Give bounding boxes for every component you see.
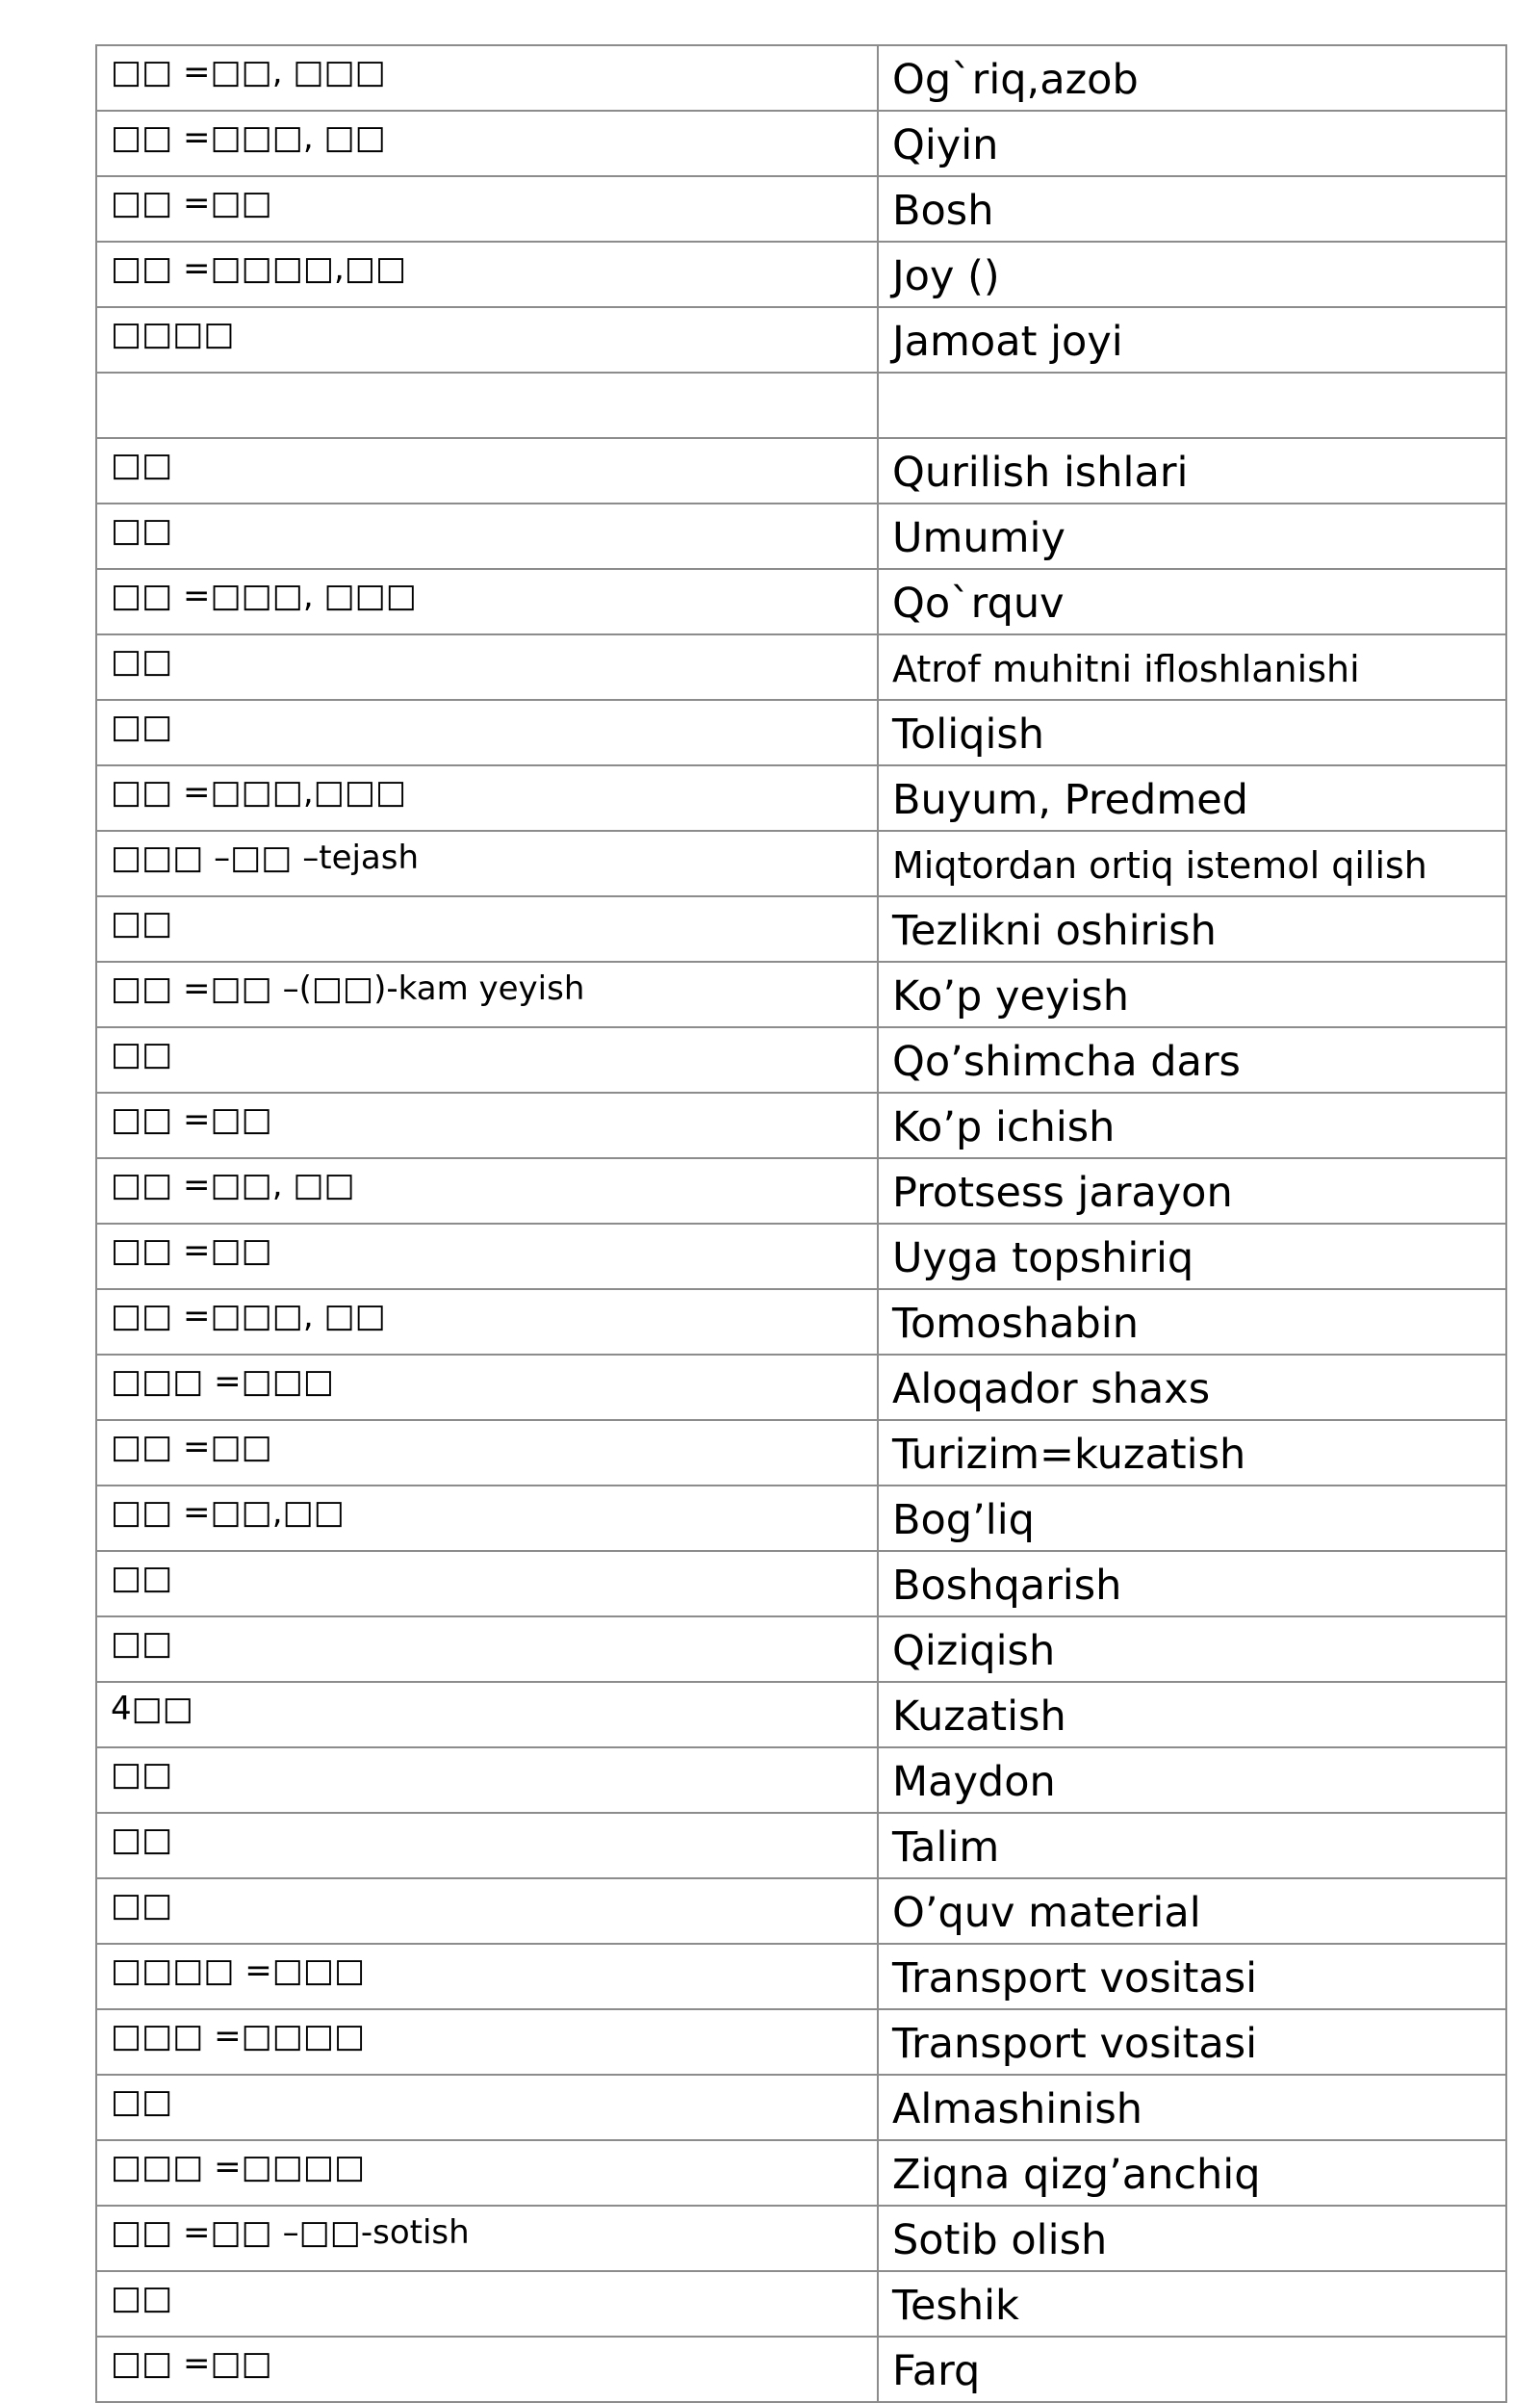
uzbek-translation-cell: Teshik [878,2271,1506,2337]
table-row [96,307,1506,373]
uzbek-translation-cell: Talim [878,1813,1506,1878]
uzbek-translation-cell: Jamoat joyi [878,307,1506,373]
chinese-term-cell: □□ [96,504,878,569]
table-row [96,1027,1506,1093]
chinese-term-cell: □□ =□□ –(□□)-kam yeyish [96,962,878,1027]
uzbek-translation-cell: Uyga topshiriq [878,1224,1506,1289]
uzbek-translation-cell: Umumiy [878,504,1506,569]
table-row [96,373,1506,438]
chinese-term-cell: □□ [96,1878,878,1944]
table-row [96,2337,1506,2402]
vocabulary-table-body [96,45,1506,2402]
chinese-term-cell: □□□□ [96,307,878,373]
table-row [96,831,1506,896]
chinese-term-cell: □□ =□□ [96,1420,878,1486]
chinese-term-cell: □□ [96,634,878,700]
uzbek-translation-cell: Qurilish ishlari [878,438,1506,504]
table-row [96,1093,1506,1158]
table-row [96,2009,1506,2075]
chinese-term-cell: □□ [96,896,878,962]
table-row [96,1616,1506,1682]
table-row [96,2206,1506,2271]
uzbek-translation-cell: Transport vositasi [878,1944,1506,2009]
table-row [96,1878,1506,1944]
uzbek-translation-cell: Qo’shimcha dars [878,1027,1506,1093]
uzbek-translation-cell: Ko’p yeyish [878,962,1506,1027]
table-row [96,1355,1506,1420]
chinese-term-cell: □□ =□□ –□□-sotish [96,2206,878,2271]
table-row [96,700,1506,765]
table-row [96,962,1506,1027]
uzbek-translation-cell: Transport vositasi [878,2009,1506,2075]
uzbek-translation-cell: Tezlikni oshirish [878,896,1506,962]
uzbek-translation-cell: Farq [878,2337,1506,2402]
table-row [96,1747,1506,1813]
table-row [96,569,1506,634]
table-row [96,176,1506,242]
chinese-term-cell: □□ =□□ [96,1093,878,1158]
uzbek-translation-cell: Qiziqish [878,1616,1506,1682]
chinese-term-cell: □□ =□□□, □□□ [96,569,878,634]
table-row [96,242,1506,307]
uzbek-translation-cell: Almashinish [878,2075,1506,2140]
uzbek-translation-cell: Miqtordan ortiq istemol qilish [878,831,1506,896]
chinese-term-cell: □□ [96,2271,878,2337]
chinese-term-cell: □□ =□□, □□□ [96,45,878,111]
vocabulary-table [95,44,1507,2403]
table-row [96,2075,1506,2140]
table-row [96,1224,1506,1289]
table-row [96,111,1506,176]
uzbek-translation-cell: Tomoshabin [878,1289,1506,1355]
chinese-term-cell: □□ =□□, □□ [96,1158,878,1224]
uzbek-translation-cell: Protsess jarayon [878,1158,1506,1224]
uzbek-translation-cell: Boshqarish [878,1551,1506,1616]
uzbek-translation-cell: O’quv material [878,1878,1506,1944]
uzbek-translation-cell: Qo`rquv [878,569,1506,634]
table-row [96,504,1506,569]
uzbek-translation-cell: Maydon [878,1747,1506,1813]
uzbek-translation-cell: Og`riq,azob [878,45,1506,111]
table-row [96,45,1506,111]
uzbek-translation-cell: Ko’p ichish [878,1093,1506,1158]
chinese-term-cell: □□ =□□ [96,1224,878,1289]
table-row [96,765,1506,831]
uzbek-translation-cell: Atrof muhitni ifloshlanishi [878,634,1506,700]
uzbek-translation-cell: Kuzatish [878,1682,1506,1747]
table-row [96,1551,1506,1616]
chinese-term-cell: □□ [96,1616,878,1682]
table-row [96,1158,1506,1224]
table-row [96,1813,1506,1878]
uzbek-translation-cell: Joy () [878,242,1506,307]
table-row [96,634,1506,700]
uzbek-translation-cell: Turizim=kuzatish [878,1420,1506,1486]
chinese-term-cell: □□ =□□□, □□ [96,111,878,176]
table-row [96,1420,1506,1486]
uzbek-translation-cell: Qiyin [878,111,1506,176]
chinese-term-cell: □□□ =□□□□ [96,2009,878,2075]
chinese-term-cell: 4□□ [96,1682,878,1747]
chinese-term-cell: □□ =□□□,□□□ [96,765,878,831]
chinese-term-cell: □□ =□□□, □□ [96,1289,878,1355]
uzbek-translation-cell: Toliqish [878,700,1506,765]
uzbek-translation-cell: Bosh [878,176,1506,242]
table-row [96,1486,1506,1551]
table-row [96,896,1506,962]
table-row [96,438,1506,504]
chinese-term-cell: □□ [96,1813,878,1878]
chinese-term-cell: □□ [96,438,878,504]
chinese-term-cell: □□ =□□ [96,2337,878,2402]
uzbek-translation-cell: Sotib olish [878,2206,1506,2271]
uzbek-translation-cell [878,373,1506,438]
table-row [96,1289,1506,1355]
chinese-term-cell: □□□ =□□□□ [96,2140,878,2206]
chinese-term-cell: □□ =□□,□□ [96,1486,878,1551]
chinese-term-cell: □□□□ =□□□ [96,1944,878,2009]
chinese-term-cell: □□□ –□□ –tejash [96,831,878,896]
uzbek-translation-cell: Aloqador shaxs [878,1355,1506,1420]
chinese-term-cell [96,373,878,438]
table-row [96,1944,1506,2009]
table-row [96,1682,1506,1747]
chinese-term-cell: □□ [96,2075,878,2140]
chinese-term-cell: □□ [96,700,878,765]
table-row [96,2271,1506,2337]
chinese-term-cell: □□□ =□□□ [96,1355,878,1420]
uzbek-translation-cell: Bog’liq [878,1486,1506,1551]
uzbek-translation-cell: Ziqna qizg’anchiq [878,2140,1506,2206]
chinese-term-cell: □□ =□□□□,□□ [96,242,878,307]
chinese-term-cell: □□ [96,1747,878,1813]
chinese-term-cell: □□ [96,1027,878,1093]
table-row [96,2140,1506,2206]
uzbek-translation-cell: Buyum, Predmed [878,765,1506,831]
chinese-term-cell: □□ =□□ [96,176,878,242]
chinese-term-cell: □□ [96,1551,878,1616]
